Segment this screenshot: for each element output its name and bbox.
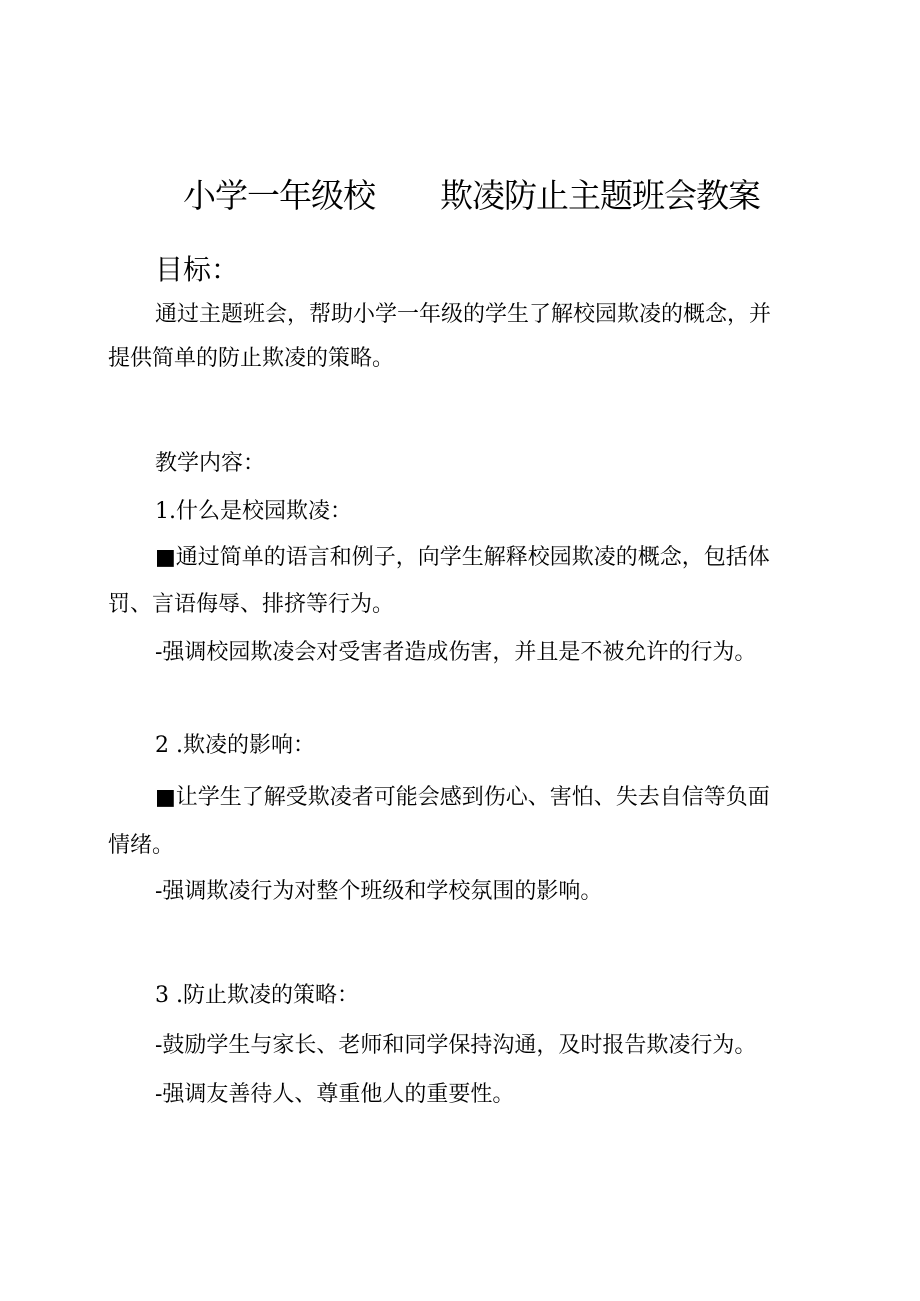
section3-item2: -强调友善待人、尊重他人的重要性。 bbox=[155, 1082, 515, 1107]
section2-item2: -强调欺凌行为对整个班级和学校氛围的影响。 bbox=[155, 879, 603, 904]
content-heading: 教学内容： bbox=[155, 451, 266, 476]
section1-item1-line1: ■通过简单的语言和例子，向学生解释校园欺凌的概念，包括体 bbox=[155, 545, 770, 570]
section2-title: 2 .欺凌的影响： bbox=[155, 733, 315, 758]
section1-item1-line2: 罚、言语侮辱、排挤等行为。 bbox=[108, 592, 395, 617]
document-title-part2: 欺凌防止主题班会教案 bbox=[440, 176, 760, 215]
goal-text-line1: 通过主题班会，帮助小学一年级的学生了解校园欺凌的概念，并 bbox=[155, 302, 772, 327]
section3-item1: -鼓励学生与家长、老师和同学保持沟通，及时报告欺凌行为。 bbox=[155, 1033, 757, 1058]
section3-title: 3 .防止欺凌的策略： bbox=[155, 983, 359, 1008]
goal-heading: 目标： bbox=[155, 253, 240, 286]
document-title-part1: 小学一年级校 bbox=[183, 176, 375, 215]
section2-item1-line2: 情绪。 bbox=[108, 833, 175, 858]
section1-item2: -强调校园欺凌会对受害者造成伤害，并且是不被允许的行为。 bbox=[155, 640, 757, 665]
goal-text-line2: 提供简单的防止欺凌的策略。 bbox=[108, 346, 395, 371]
section1-title: 1.什么是校园欺凌： bbox=[155, 499, 352, 524]
section2-item1-line1: ■让学生了解受欺凌者可能会感到伤心、害怕、失去自信等负面 bbox=[155, 785, 770, 810]
